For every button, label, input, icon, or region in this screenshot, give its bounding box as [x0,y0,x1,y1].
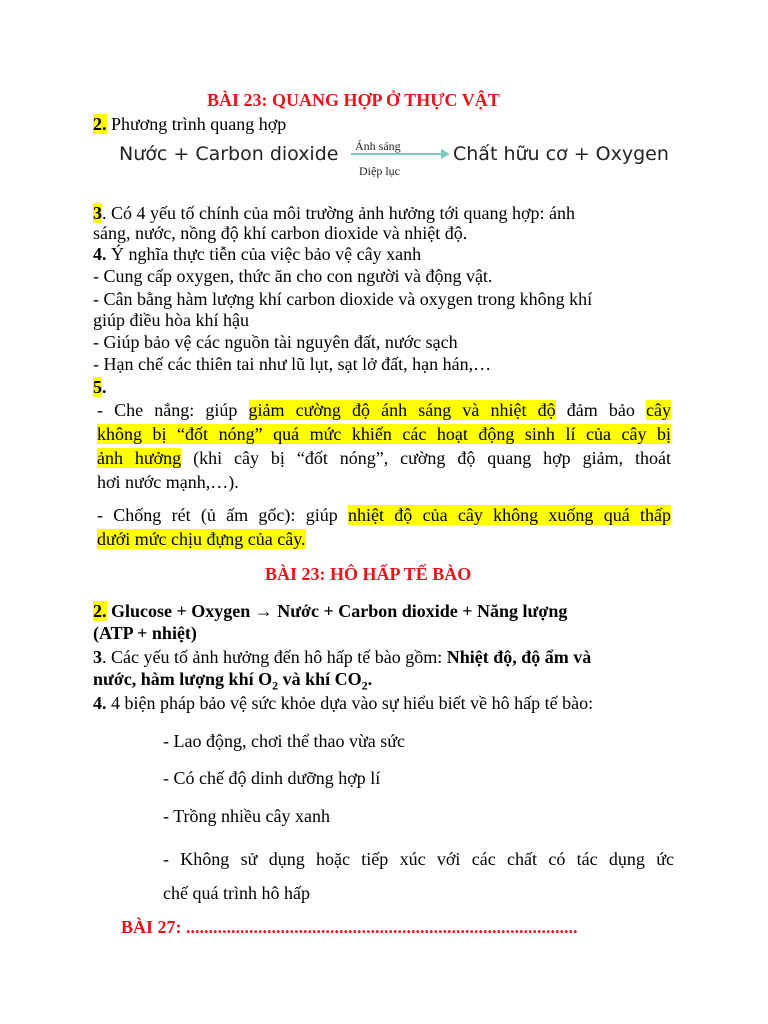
q4-item: - Cung cấp oxygen, thức ăn cho con người và động vật. [93,266,493,286]
q5-p1-text: (khi cây bị “đốt nóng”, cường độ quang hợp giảm, thoát [181,448,671,468]
q5-p2-line1 [97,503,671,527]
q5-p2-highlight: nhiệt độ của cây không xuống quá thấp [348,505,671,525]
equation-left: Nước + Carbon dioxide [119,143,339,165]
measure-item-long [163,842,674,910]
q4-item: giúp điều hòa khí hậu [93,310,249,330]
q2-heading [93,113,286,135]
measure-item: - Có chế độ dinh dưỡng hợp lí [163,768,381,788]
measure-line1: - Không sử dụng hoặc tiếp xúc với các chất có tác dụng ức [163,849,674,869]
s2-q2-equation: Glucose + Oxygen → Nước + Carbon dioxide + Năng lượng [106,601,568,621]
s2-q4-line [93,692,593,714]
q4-item: - Hạn chế các thiên tai như lũ lụt, sạt lở đất, hạn hán,… [93,354,492,374]
section3-title: BÀI 27: ....................................................................................... [121,917,578,937]
q5-p1-highlight: giảm cường độ ánh sáng và nhiệt độ [248,400,556,420]
q5-p2-line2 [97,527,671,551]
q2-text: Phương trình quang hợp [106,114,287,134]
q3-text: . Có 4 yếu tố chính của môi trường ảnh hưởng tới quang hợp: ánh [102,203,576,223]
arrow-icon [351,148,451,160]
q5-number: 5 [93,377,102,397]
measure-item: - Lao động, chơi thể thao vừa sức [163,731,405,751]
q5-paragraph-shade [97,398,671,494]
s2-q3-part: . [367,669,373,689]
q4-item: - Cân bằng hàm lượng khí carbon dioxide và oxygen trong không khí [93,289,593,309]
equation-arrow-top: Ánh sáng [355,139,401,153]
s2-q3-part: và khí CO [278,669,362,689]
q2-number: 2. [93,114,107,134]
equation-right: Chất hữu cơ + Oxygen [453,143,669,165]
s2-q3-line1 [93,646,591,668]
s2-q3-bold-line2 [93,669,373,693]
s2-q3-text: . Các yếu tố ảnh hưởng đến hô hấp tế bào gồm: [102,647,447,667]
s2-q3-bold: Nhiệt độ, độ ẩm và [446,647,592,667]
q5-paragraph-warm [97,503,671,551]
s2-q3-part: nước, hàm lượng khí O [93,669,273,689]
q3-line2: sáng, nước, nồng độ khí carbon dioxide và nhiệt độ. [93,223,468,243]
page-title: BÀI 23: QUANG HỢP Ở THỰC VẬT [207,90,500,110]
s2-q4-text: 4 biện pháp bảo vệ sức khỏe dựa vào sự hiểu biết về hô hấp tế bào: [106,693,594,713]
q5-p1-line4: hơi nước mạnh,…). [97,472,239,492]
subscript: 2 [361,678,368,693]
q5-p1-text: - Che nắng: giúp [97,400,249,420]
q5-p2-text: - Chống rét (ủ ấm gốc): giúp [97,505,349,525]
measure-line2: chế quá trình hô hấp [163,883,310,903]
q4-heading [93,243,421,265]
q3-line1 [93,202,575,224]
q5-p1-highlight: cây [646,400,672,420]
q5-dot: . [102,377,107,397]
measure-item: - Trồng nhiều cây xanh [163,806,330,826]
q5-p1-highlight: không bị “đốt nóng” quá mức khiến các hoạt động sinh lí của cây bị [97,424,671,444]
s2-q2-line1 [93,600,567,622]
s2-q3-number: 3 [93,647,102,667]
q5-p1-line2 [97,422,671,446]
equation-arrow-bottom: Diệp lục [359,164,400,178]
s2-q2-line2 [93,622,197,644]
section2-title: BÀI 23: HÔ HẤP TẾ BÀO [265,564,472,584]
s2-q4-number: 4. [93,693,107,713]
s2-q2-number: 2. [93,601,107,621]
q4-text: Ý nghĩa thực tiễn của việc bảo vệ cây xanh [106,244,422,264]
q5-p1-line1 [97,398,671,422]
subscript: 2 [272,678,279,693]
s2-q2-equation-cont: (ATP + nhiệt) [93,623,197,643]
q5-p2-highlight: dưới mức chịu đựng của cây. [97,529,306,549]
q3-number: 3 [93,203,102,223]
q5-p1-text: đảm bảo [555,400,647,420]
q4-item: - Giúp bảo vệ các nguồn tài nguyên đất, nước sạch [93,332,458,352]
q5-p1-line3 [97,446,671,470]
q5-heading [93,376,107,398]
q5-p1-highlight: ảnh hưởng [97,448,182,468]
q4-number: 4. [93,244,107,264]
